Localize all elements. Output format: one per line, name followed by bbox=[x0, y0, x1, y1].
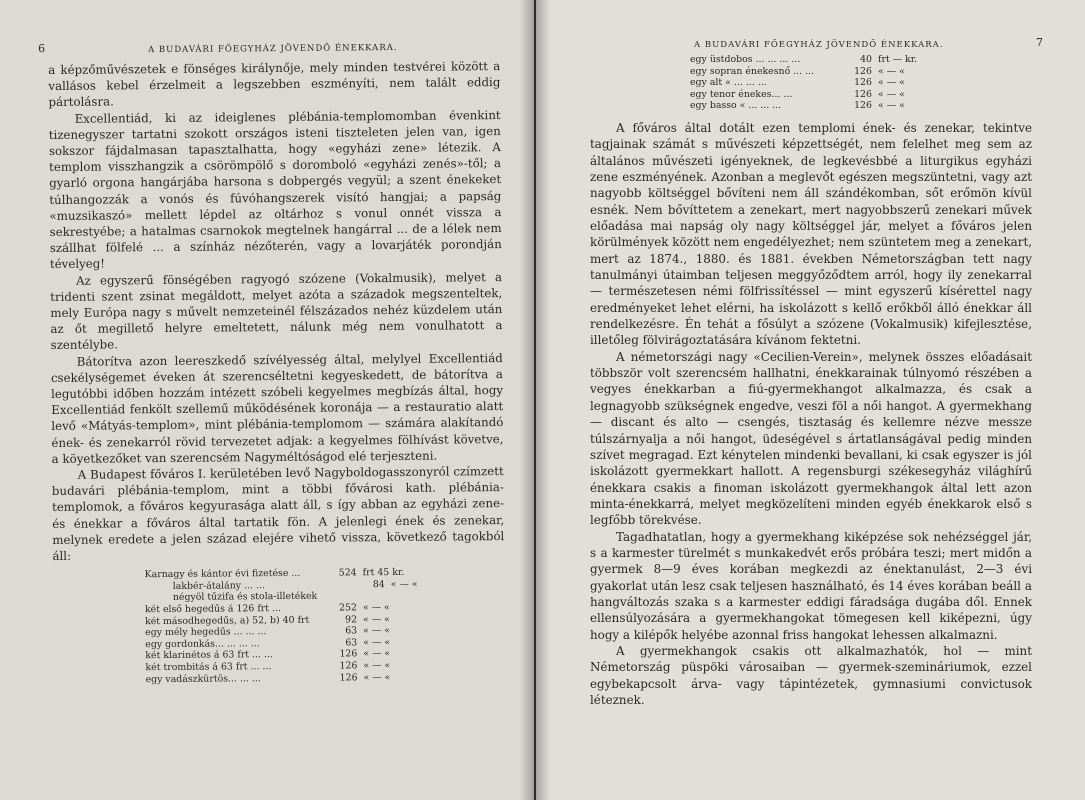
row-unit: « — « bbox=[363, 625, 390, 637]
row-amount bbox=[341, 591, 385, 603]
right-page-number: 7 bbox=[1036, 36, 1044, 49]
right-salary-table bbox=[690, 54, 1032, 112]
row-unit: frt — kr. bbox=[878, 54, 918, 65]
table-row bbox=[690, 100, 1032, 112]
row-unit: « — « bbox=[363, 648, 391, 660]
row-unit: « — « bbox=[878, 65, 905, 77]
left-paragraph: Az egyszerű fönségében ragyogó szózene (Vokalmusik), melyet a tridenti szent zsinat megáldott, melyet azóta a századok megszenteltek, mely Európa nagy s művelt nemzeteinél félszázados nehéz küzdelem után az őt megillető helyre emeltetett, nálunk még nem vonulhatott a szentélybe. bbox=[50, 269, 503, 353]
row-unit: « — « bbox=[362, 602, 390, 614]
table-row bbox=[690, 77, 1032, 89]
right-running-title: A BUDAVÁRI FŐEGYHÁZ JÖVENDŐ ÉNEKKARA. bbox=[694, 40, 944, 50]
row-label: két klarinétos á 63 frt ... ... bbox=[145, 649, 273, 662]
row-label: egy mély hegedűs ... ... ... bbox=[145, 626, 267, 639]
row-amount: 63 bbox=[345, 625, 358, 637]
row-unit: frt 45 kr. bbox=[362, 567, 405, 579]
row-label: egy üstdobos ... ... ... ... bbox=[690, 54, 801, 65]
right-paragraph: A főváros által dotált ezen templomi ének- és zenekar, tekintve tagjainak számát s művészeti képzettségét, nem felelhet meg sem az általános művészeti igényeknek, de legkevésbbé a liturgikus egyházi zene eszményének. Azonban a meglevőt egészen megszüntetni, vagy azt nagyobb költséggel bővíteni nem áll szándékomban, sőt erőmön kívül esnék. Nem bővíttetem a zenekart, mert nagyobbszerű zenekari művek előadása mai napság oly nagy költséggel jár, melyet a főváros jelen körülmények között nem engedélyezhet; nem szüntetem meg a zenekart, mert az 1874., 1880. és 1881. években Németországban tett nagy tanulmányi útaimban teljesen meggyőződtem arról, hogy ily zenekarral — természetesen némi fölfrissítéssel — mint egyszerű kísérettel nagy eredményeket lehet elérni, ha iskolázott s kellő erőkből álló énekkar áll rendelkezésre. Én tehát a fősúlyt a szózene (Vokalmusik) kifejlesztése, illetőleg fölvirágoztatására kívánom fektetni. bbox=[590, 120, 1032, 348]
row-amount: 63 bbox=[345, 637, 358, 649]
row-amount: 252 bbox=[338, 602, 357, 614]
row-unit: « — « bbox=[363, 660, 391, 672]
row-label: egy vadászkürtös... ... ... bbox=[145, 672, 261, 685]
left-running-title: A BUDAVÁRI FŐEGYHÁZ JÖVENDŐ ÉNEKKARA. bbox=[148, 42, 398, 56]
row-amount: 126 bbox=[339, 671, 358, 684]
row-amount: 126 bbox=[854, 65, 872, 77]
row-label: két első hegedűs á 126 frt ... bbox=[144, 603, 281, 616]
row-label: négyöl tűzifa és stola-illetékek bbox=[172, 591, 318, 604]
row-unit: « — « bbox=[878, 77, 905, 89]
row-amount: 92 bbox=[345, 613, 358, 626]
row-label: egy tenor énekes... ... bbox=[690, 88, 793, 100]
right-page-content bbox=[590, 36, 1044, 708]
row-label: egy basso « ... ... ... bbox=[690, 100, 782, 112]
table-row bbox=[690, 66, 1032, 78]
right-running-head bbox=[590, 36, 1044, 56]
row-amount: 524 bbox=[338, 567, 357, 579]
table-row bbox=[690, 89, 1032, 101]
row-unit: « — « bbox=[390, 578, 418, 590]
row-label: lakbér-átalány ... ... bbox=[172, 580, 265, 592]
right-paragraph: A németországi nagy «Cecilien-Verein», melynek összes előadásait többször volt szerencsém hallhatni, énekkarainak túlnyomó részében a vegyes énekkarban a fiú-gyermekhangot alkalmazza, és csak a legnagyobb szükségnek engedve, veszi föl a női hangot. A gyermekhang — discant és alto — csengés, tisztaság és kellemre nézve messze túlszárnyalja a női hangot, üdeségével s ártatlanságával pedig minden szívet megragad. Ezt kénytelen mindenki bevallani, ki csak egyszer is jól iskolázott gyermekkart hallott. A regensburgi székesegyház világhírű énekkara csakis a finoman iskolázott gyermekhangok által lett azon minta-énekkarrá, melyet megközelíteni minden egyéb énekkarok első s legfőbb törekvése. bbox=[590, 349, 1032, 528]
row-amount: 126 bbox=[854, 100, 872, 112]
row-unit: « — « bbox=[363, 636, 391, 649]
row-amount: 84 bbox=[372, 578, 385, 591]
right-paragraph: Tagadhatatlan, hogy a gyermekhang kiképzése sok nehézséggel jár, s a karmester türelmét s munkakedvét erős próbára teszi; mert midőn a gyermek 8—9 éves korában megkezdi az énektanulást, 2—3 évi gyakorlat után lesz csak teljesen használható, és 14 éves korában beáll a hangváltozás szaka s a karmester eddigi fáradsága dugába dől. Ennek ellensúlyozására a gyermekhangokat tömegesen kell kiképezni, úgy hogy a kilépők helyébe azonnal friss hangokat lehessen alkalmazni. bbox=[590, 529, 1032, 642]
left-paragraph: Bátorítva azon leereszkedő szívélyesség által, melylyel Excellentiád csekélységemet éveken át szerencséltetni kegyeskedett, de bátorítva a legutóbbi időben hozzám intézett szóbeli kegyelmes megbízás által, hogy Excellentiád fenkölt szellemű működésének koronája — a restauratio alatt levő «Mátyás-templom», mint plébánia-templomom — számára alakítandó ének- és zenekarról rövid tervezetet adjak: a kegyelmes fölhívást követve, a köyetkezőket van szerencsém Nagyméltóságod elé terjeszteni. bbox=[50, 350, 504, 466]
row-label: két trombitás á 63 frt ... ... bbox=[145, 661, 272, 674]
row-unit: « — « bbox=[878, 88, 905, 100]
left-paragraph: A Budapest főváros I. kerületében levő Nagyboldogasszonyról czímzett budavári plébánia-templom, mint a többi fővárosi kath. plébánia-templomok, a főváros kegyurasága alatt áll, s így abban az egyházi zene- és énekkar a főváros által tartatik fön. A jelenlegi ének és zenekar, melynek eredete a jelen század elejére vihető vissza, következő tagokból áll: bbox=[51, 464, 505, 564]
left-paragraph: Excellentiád, ki az ideiglenes plébánia-templomomban évenkint tizenegyszer tartatni szokott országos isteni tiszteleten jelen van, igen sokszor fájdalmasan tapasztalhatta, hogy «egyházi zene» létezik. A templom visszhangzik a csörömpölő s doromboló «egyházi zenés»-től; a gyarló orgona hangárjába harsona s dobpergés vegyül; a szent énekeket túlhangozzák a vonós és fúvóhangszerek visító hangjai; a papság «muzsikaszó» mellett lépdel az oltárhoz s vonul onnét vissza a sekrestyébe; a hatalmas csarnokok megtelnek hangárral ... de a lélek nem szállhat fölfelé ... a színház nézőterén, vagy a lovarjáték porondján tévelyeg! bbox=[48, 107, 502, 272]
right-paragraph: A gyermekhangok csakis ott alkalmazhatók, hol — mint Németország püspöki városaiban — gyermek-szemináriumok, ezzel egybekapcsolt árva- vagy tápintézetek, gymnasiumi convictusok léteznek. bbox=[590, 643, 1032, 707]
row-amount: 126 bbox=[339, 648, 358, 660]
left-salary-table bbox=[145, 566, 506, 685]
left-page-number: 6 bbox=[37, 42, 47, 56]
row-unit: « — « bbox=[878, 100, 905, 112]
left-paragraph: a képzőművészetek e fönséges királynője, mely minden testvérei között a vallásos kebel érzelmeit a legszebben eszményíti, nem talált eddig pártolásra. bbox=[48, 59, 501, 110]
table-row bbox=[145, 671, 505, 686]
row-label: egy sopran énekesnő ... ... bbox=[690, 65, 815, 77]
row-amount: 126 bbox=[339, 660, 358, 672]
row-amount: 126 bbox=[854, 77, 872, 89]
row-unit bbox=[385, 590, 451, 602]
row-label: egy alt « ... ... ... bbox=[690, 77, 767, 89]
row-amount: 40 bbox=[860, 54, 872, 65]
row-unit: « — « bbox=[362, 613, 390, 625]
left-page-content bbox=[0, 0, 534, 800]
row-unit: « — « bbox=[363, 671, 391, 683]
row-label: egy gordonkás... ... ... ... bbox=[145, 638, 260, 651]
row-label: két másodhegedűs, a) 52, b) 40 frt bbox=[144, 614, 310, 627]
row-label: Karnagy és kántor évi fizetése ... bbox=[144, 568, 301, 581]
row-amount: 126 bbox=[854, 88, 872, 100]
